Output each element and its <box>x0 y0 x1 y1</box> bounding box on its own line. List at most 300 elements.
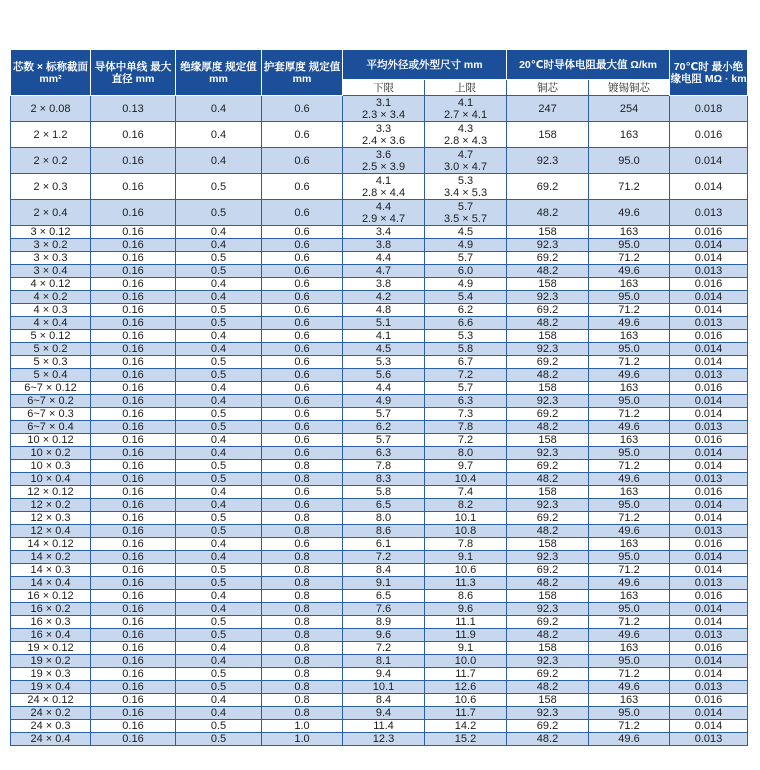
cell-copper: 158 <box>507 590 589 603</box>
cell-tinned-copper: 95.0 <box>589 239 670 252</box>
cell-sheath: 0.6 <box>262 148 343 174</box>
table-row <box>11 408 748 421</box>
table-row <box>11 460 748 473</box>
cell-tinned-copper: 95.0 <box>589 655 670 668</box>
cell-lower: 6.5 <box>343 590 425 603</box>
cell-lower-value: 4.4 <box>375 200 392 213</box>
cell-upper <box>425 122 507 148</box>
cell-lower: 3.4 <box>343 226 425 239</box>
cell-spec: 19 × 0.2 <box>11 655 91 668</box>
cell-lower: 7.2 <box>343 642 425 655</box>
table-row <box>11 174 748 200</box>
header-text: Ω/km <box>630 58 657 71</box>
cell-wire-diameter: 0.16 <box>91 278 176 291</box>
cell-wire-diameter: 0.16 <box>91 616 176 629</box>
table-row <box>11 421 748 434</box>
cell-upper: 10.0 <box>425 655 507 668</box>
table-row <box>11 564 748 577</box>
cell-copper: 69.2 <box>507 174 589 200</box>
cell-copper: 69.2 <box>507 460 589 473</box>
cell-spec: 2 × 0.2 <box>11 148 91 174</box>
cell-spec: 14 × 0.4 <box>11 577 91 590</box>
cell-copper: 92.3 <box>507 395 589 408</box>
cell-wire-diameter: 0.16 <box>91 252 176 265</box>
cell-copper: 92.3 <box>507 343 589 356</box>
cell-upper: 7.8 <box>425 421 507 434</box>
cell-upper: 6.2 <box>425 304 507 317</box>
table-row <box>11 551 748 564</box>
header-text: 平均外径或外型尺寸 <box>366 58 461 71</box>
header-text: 最大直径 <box>111 60 172 85</box>
table-row <box>11 291 748 304</box>
table-row <box>11 707 748 720</box>
cell-upper: 4.9 <box>425 278 507 291</box>
cell-insulation-resistance: 0.013 <box>670 421 748 434</box>
cell-spec: 5 × 0.2 <box>11 343 91 356</box>
cell-spec: 12 × 0.3 <box>11 512 91 525</box>
cell-lower-dimensions: 2.8 × 4.4 <box>361 186 406 199</box>
cell-lower-value: 3.3 <box>375 122 392 135</box>
cell-insulation-resistance: 0.013 <box>670 525 748 538</box>
cell-insulation-resistance: 0.014 <box>670 668 748 681</box>
cell-sheath: 0.8 <box>262 590 343 603</box>
table-row <box>11 317 748 330</box>
cell-spec: 19 × 0.12 <box>11 642 91 655</box>
cell-spec: 12 × 0.4 <box>11 525 91 538</box>
cell-insulation-resistance: 0.016 <box>670 330 748 343</box>
cell-insulation: 0.4 <box>176 499 262 512</box>
cell-upper: 10.8 <box>425 525 507 538</box>
cell-insulation-resistance: 0.014 <box>670 356 748 369</box>
cell-sheath: 0.6 <box>262 200 343 226</box>
cell-wire-diameter: 0.16 <box>91 694 176 707</box>
cell-insulation: 0.5 <box>176 733 262 746</box>
cell-lower: 4.7 <box>343 265 425 278</box>
cell-insulation: 0.4 <box>176 291 262 304</box>
cell-tinned-copper: 163 <box>589 642 670 655</box>
cell-lower: 9.4 <box>343 668 425 681</box>
cell-insulation-resistance: 0.014 <box>670 460 748 473</box>
cell-spec: 5 × 0.4 <box>11 369 91 382</box>
cell-insulation-resistance: 0.016 <box>670 226 748 239</box>
cell-spec: 6~7 × 0.12 <box>11 382 91 395</box>
cell-wire-diameter: 0.16 <box>91 122 176 148</box>
cell-tinned-copper: 49.6 <box>589 733 670 746</box>
cell-insulation-resistance: 0.014 <box>670 291 748 304</box>
cell-tinned-copper: 71.2 <box>589 512 670 525</box>
cell-lower: 4.2 <box>343 291 425 304</box>
cell-tinned-copper: 71.2 <box>589 252 670 265</box>
cell-tinned-copper: 71.2 <box>589 720 670 733</box>
cell-insulation: 0.5 <box>176 564 262 577</box>
cell-spec: 5 × 0.12 <box>11 330 91 343</box>
header-text: mm <box>209 72 228 85</box>
cell-copper: 92.3 <box>507 655 589 668</box>
cell-spec: 4 × 0.2 <box>11 291 91 304</box>
cell-upper: 10.1 <box>425 512 507 525</box>
cell-upper: 5.4 <box>425 291 507 304</box>
cell-lower: 4.5 <box>343 343 425 356</box>
header-insulation-resistance <box>670 50 748 96</box>
header-text: 最小绝缘电阻 <box>670 60 744 85</box>
cell-copper: 158 <box>507 382 589 395</box>
subheader-tinned-copper: 镀锡铜芯 <box>589 80 670 96</box>
cell-lower: 6.2 <box>343 421 425 434</box>
cell-upper: 12.6 <box>425 681 507 694</box>
cell-tinned-copper: 49.6 <box>589 369 670 382</box>
cell-insulation: 0.4 <box>176 434 262 447</box>
cell-upper: 5.7 <box>425 382 507 395</box>
cell-sheath: 0.8 <box>262 564 343 577</box>
cell-lower: 12.3 <box>343 733 425 746</box>
cell-lower: 9.6 <box>343 629 425 642</box>
table-row <box>11 603 748 616</box>
cell-copper: 92.3 <box>507 148 589 174</box>
cell-copper: 158 <box>507 226 589 239</box>
cell-copper: 158 <box>507 278 589 291</box>
cell-sheath: 0.6 <box>262 382 343 395</box>
cell-tinned-copper: 71.2 <box>589 304 670 317</box>
cell-lower <box>343 122 425 148</box>
header-sheath <box>262 50 343 96</box>
cell-sheath: 1.0 <box>262 720 343 733</box>
header-text: 70℃时 <box>673 60 709 73</box>
cell-spec: 10 × 0.3 <box>11 460 91 473</box>
table-row <box>11 330 748 343</box>
cell-insulation-resistance: 0.014 <box>670 304 748 317</box>
cell-insulation: 0.5 <box>176 629 262 642</box>
cell-tinned-copper: 49.6 <box>589 200 670 226</box>
cell-spec: 2 × 0.08 <box>11 96 91 122</box>
table-row <box>11 577 748 590</box>
cell-insulation-resistance: 0.013 <box>670 473 748 486</box>
cell-upper-value: 5.7 <box>457 200 474 213</box>
cell-lower: 8.9 <box>343 616 425 629</box>
cell-upper: 11.7 <box>425 707 507 720</box>
cell-lower: 10.1 <box>343 681 425 694</box>
cell-tinned-copper: 71.2 <box>589 668 670 681</box>
table-row <box>11 122 748 148</box>
table-row <box>11 265 748 278</box>
header-text: 绝缘厚度 <box>180 60 223 73</box>
table-row <box>11 226 748 239</box>
cell-sheath: 0.6 <box>262 226 343 239</box>
table-row <box>11 239 748 252</box>
cell-insulation-resistance: 0.014 <box>670 603 748 616</box>
cell-spec: 4 × 0.4 <box>11 317 91 330</box>
cell-upper: 7.2 <box>425 434 507 447</box>
cell-insulation-resistance: 0.014 <box>670 499 748 512</box>
cell-tinned-copper: 163 <box>589 486 670 499</box>
cell-insulation-resistance: 0.013 <box>670 369 748 382</box>
cell-upper <box>425 200 507 226</box>
cell-spec: 2 × 0.3 <box>11 174 91 200</box>
cell-spec: 24 × 0.2 <box>11 707 91 720</box>
cell-wire-diameter: 0.16 <box>91 707 176 720</box>
cell-upper-dimensions: 3.0 × 4.7 <box>443 160 488 173</box>
cell-copper: 48.2 <box>507 200 589 226</box>
cell-insulation-resistance: 0.014 <box>670 239 748 252</box>
cell-wire-diameter: 0.16 <box>91 603 176 616</box>
cell-lower: 9.1 <box>343 577 425 590</box>
cell-upper: 7.2 <box>425 369 507 382</box>
cell-copper: 92.3 <box>507 291 589 304</box>
cell-upper: 11.7 <box>425 668 507 681</box>
cell-lower: 4.9 <box>343 395 425 408</box>
cell-lower-dimensions: 2.9 × 4.7 <box>361 212 406 225</box>
cell-upper: 9.7 <box>425 460 507 473</box>
cell-insulation-resistance: 0.014 <box>670 512 748 525</box>
cell-sheath: 0.6 <box>262 447 343 460</box>
cell-tinned-copper: 49.6 <box>589 629 670 642</box>
cell-wire-diameter: 0.16 <box>91 668 176 681</box>
cell-insulation: 0.5 <box>176 317 262 330</box>
cell-insulation: 0.4 <box>176 382 262 395</box>
cell-copper: 92.3 <box>507 499 589 512</box>
cell-sheath: 0.6 <box>262 239 343 252</box>
table-row <box>11 525 748 538</box>
cell-lower: 3.8 <box>343 278 425 291</box>
cell-wire-diameter: 0.16 <box>91 200 176 226</box>
cell-insulation-resistance: 0.013 <box>670 681 748 694</box>
cell-upper: 9.6 <box>425 603 507 616</box>
cell-insulation: 0.4 <box>176 590 262 603</box>
table-row <box>11 434 748 447</box>
header-text: mm² <box>39 72 62 85</box>
cell-sheath: 0.6 <box>262 122 343 148</box>
table-row <box>11 473 748 486</box>
cell-wire-diameter: 0.16 <box>91 148 176 174</box>
cell-insulation-resistance: 0.016 <box>670 642 748 655</box>
cell-insulation: 0.4 <box>176 707 262 720</box>
cell-spec: 4 × 0.12 <box>11 278 91 291</box>
cell-insulation: 0.5 <box>176 265 262 278</box>
cell-insulation-resistance: 0.016 <box>670 434 748 447</box>
cell-tinned-copper: 163 <box>589 226 670 239</box>
cell-wire-diameter: 0.16 <box>91 551 176 564</box>
table-row <box>11 655 748 668</box>
cell-wire-diameter: 0.16 <box>91 265 176 278</box>
cell-insulation-resistance: 0.014 <box>670 343 748 356</box>
cell-wire-diameter: 0.16 <box>91 538 176 551</box>
table-row <box>11 512 748 525</box>
cell-insulation: 0.5 <box>176 473 262 486</box>
cell-insulation: 0.5 <box>176 720 262 733</box>
cell-insulation: 0.5 <box>176 421 262 434</box>
cell-tinned-copper: 95.0 <box>589 395 670 408</box>
cell-insulation: 0.5 <box>176 668 262 681</box>
cell-wire-diameter: 0.16 <box>91 512 176 525</box>
header-text: 芯数 × 标称截面 <box>13 60 88 73</box>
cell-wire-diameter: 0.16 <box>91 629 176 642</box>
cell-wire-diameter: 0.16 <box>91 577 176 590</box>
cell-sheath: 0.8 <box>262 460 343 473</box>
cell-copper: 158 <box>507 538 589 551</box>
cell-upper: 5.8 <box>425 343 507 356</box>
cell-tinned-copper: 49.6 <box>589 265 670 278</box>
cell-insulation: 0.5 <box>176 512 262 525</box>
cell-copper: 247 <box>507 96 589 122</box>
cell-spec: 3 × 0.2 <box>11 239 91 252</box>
cell-copper: 48.2 <box>507 733 589 746</box>
cell-wire-diameter: 0.16 <box>91 434 176 447</box>
cell-lower <box>343 200 425 226</box>
cell-insulation-resistance: 0.014 <box>670 564 748 577</box>
table-row <box>11 252 748 265</box>
cell-tinned-copper: 95.0 <box>589 343 670 356</box>
cell-insulation-resistance: 0.013 <box>670 317 748 330</box>
cell-lower: 4.4 <box>343 382 425 395</box>
table-row <box>11 486 748 499</box>
cell-insulation-resistance: 0.014 <box>670 252 748 265</box>
cell-wire-diameter: 0.16 <box>91 239 176 252</box>
header-cores-section <box>11 50 91 96</box>
cell-insulation: 0.4 <box>176 486 262 499</box>
cell-tinned-copper: 163 <box>589 330 670 343</box>
cell-spec: 16 × 0.2 <box>11 603 91 616</box>
cell-sheath: 0.6 <box>262 291 343 304</box>
table-row <box>11 369 748 382</box>
cell-sheath: 0.6 <box>262 317 343 330</box>
cell-spec: 14 × 0.3 <box>11 564 91 577</box>
cell-tinned-copper: 163 <box>589 538 670 551</box>
cell-insulation-resistance: 0.014 <box>670 616 748 629</box>
cell-insulation-resistance: 0.014 <box>670 655 748 668</box>
table-row <box>11 382 748 395</box>
cell-tinned-copper: 71.2 <box>589 616 670 629</box>
cell-sheath: 0.6 <box>262 434 343 447</box>
cell-insulation-resistance: 0.014 <box>670 720 748 733</box>
cell-wire-diameter: 0.16 <box>91 681 176 694</box>
cell-lower: 4.4 <box>343 252 425 265</box>
cell-lower: 8.3 <box>343 473 425 486</box>
cell-wire-diameter: 0.16 <box>91 382 176 395</box>
cell-copper: 69.2 <box>507 564 589 577</box>
cell-spec: 24 × 0.3 <box>11 720 91 733</box>
cell-insulation: 0.5 <box>176 369 262 382</box>
cell-wire-diameter: 0.16 <box>91 499 176 512</box>
cell-wire-diameter: 0.16 <box>91 317 176 330</box>
cell-insulation: 0.5 <box>176 525 262 538</box>
cell-wire-diameter: 0.16 <box>91 395 176 408</box>
cell-insulation: 0.5 <box>176 304 262 317</box>
cell-upper: 7.8 <box>425 538 507 551</box>
cell-spec: 6~7 × 0.4 <box>11 421 91 434</box>
cell-lower: 5.7 <box>343 434 425 447</box>
cell-upper: 15.2 <box>425 733 507 746</box>
cell-upper-dimensions: 3.4 × 5.3 <box>443 186 488 199</box>
cell-insulation: 0.4 <box>176 239 262 252</box>
table-row <box>11 629 748 642</box>
cell-insulation: 0.4 <box>176 694 262 707</box>
cell-copper: 92.3 <box>507 551 589 564</box>
cell-upper-dimensions: 2.8 × 4.3 <box>443 134 488 147</box>
cell-insulation: 0.5 <box>176 408 262 421</box>
cell-lower: 11.4 <box>343 720 425 733</box>
table-row <box>11 733 748 746</box>
cell-wire-diameter: 0.16 <box>91 408 176 421</box>
cell-insulation: 0.4 <box>176 395 262 408</box>
header-text: 规定值 <box>225 60 257 73</box>
cell-spec: 24 × 0.4 <box>11 733 91 746</box>
cell-wire-diameter: 0.16 <box>91 733 176 746</box>
cell-spec: 3 × 0.4 <box>11 265 91 278</box>
cell-copper: 48.2 <box>507 421 589 434</box>
cell-wire-diameter: 0.16 <box>91 720 176 733</box>
table-row <box>11 668 748 681</box>
cell-tinned-copper: 163 <box>589 278 670 291</box>
cell-lower: 7.6 <box>343 603 425 616</box>
cell-wire-diameter: 0.16 <box>91 343 176 356</box>
subheader-upper: 上限 <box>425 80 507 96</box>
cell-sheath: 0.6 <box>262 265 343 278</box>
cell-upper: 10.6 <box>425 694 507 707</box>
table-row <box>11 720 748 733</box>
cell-sheath: 0.6 <box>262 369 343 382</box>
cell-copper: 69.2 <box>507 304 589 317</box>
cell-tinned-copper: 95.0 <box>589 291 670 304</box>
cell-insulation-resistance: 0.013 <box>670 733 748 746</box>
cell-copper: 48.2 <box>507 265 589 278</box>
cell-insulation-resistance: 0.016 <box>670 122 748 148</box>
table-row <box>11 681 748 694</box>
cell-sheath: 0.6 <box>262 278 343 291</box>
cell-copper: 158 <box>507 642 589 655</box>
cell-copper: 158 <box>507 434 589 447</box>
cell-copper: 48.2 <box>507 577 589 590</box>
cell-tinned-copper: 95.0 <box>589 447 670 460</box>
cell-insulation: 0.4 <box>176 447 262 460</box>
cell-tinned-copper: 49.6 <box>589 317 670 330</box>
cell-tinned-copper: 49.6 <box>589 577 670 590</box>
cell-tinned-copper: 95.0 <box>589 499 670 512</box>
cell-sheath: 0.8 <box>262 642 343 655</box>
cell-insulation: 0.5 <box>176 460 262 473</box>
cell-tinned-copper: 71.2 <box>589 356 670 369</box>
cell-sheath: 0.6 <box>262 356 343 369</box>
cell-insulation: 0.5 <box>176 681 262 694</box>
cell-insulation: 0.4 <box>176 343 262 356</box>
cell-insulation: 0.4 <box>176 122 262 148</box>
cell-sheath: 0.8 <box>262 473 343 486</box>
cell-lower <box>343 96 425 122</box>
cell-upper: 9.1 <box>425 551 507 564</box>
cell-sheath: 0.6 <box>262 343 343 356</box>
cell-wire-diameter: 0.16 <box>91 356 176 369</box>
cell-insulation-resistance: 0.016 <box>670 538 748 551</box>
table-row <box>11 499 748 512</box>
cell-wire-diameter: 0.16 <box>91 486 176 499</box>
cell-insulation: 0.4 <box>176 96 262 122</box>
cell-lower: 9.4 <box>343 707 425 720</box>
table-row <box>11 447 748 460</box>
cell-wire-diameter: 0.16 <box>91 564 176 577</box>
cell-copper: 69.2 <box>507 356 589 369</box>
cell-upper: 4.9 <box>425 239 507 252</box>
cell-insulation-resistance: 0.018 <box>670 96 748 122</box>
cell-upper: 10.6 <box>425 564 507 577</box>
header-text: 20℃时导体电阻最大值 <box>519 58 628 71</box>
cell-tinned-copper: 163 <box>589 590 670 603</box>
cell-sheath: 0.8 <box>262 551 343 564</box>
cell-upper: 4.5 <box>425 226 507 239</box>
cell-lower: 5.8 <box>343 486 425 499</box>
cell-insulation: 0.4 <box>176 330 262 343</box>
cell-insulation-resistance: 0.016 <box>670 590 748 603</box>
cell-spec: 24 × 0.12 <box>11 694 91 707</box>
cell-spec: 19 × 0.4 <box>11 681 91 694</box>
cell-lower: 7.2 <box>343 551 425 564</box>
